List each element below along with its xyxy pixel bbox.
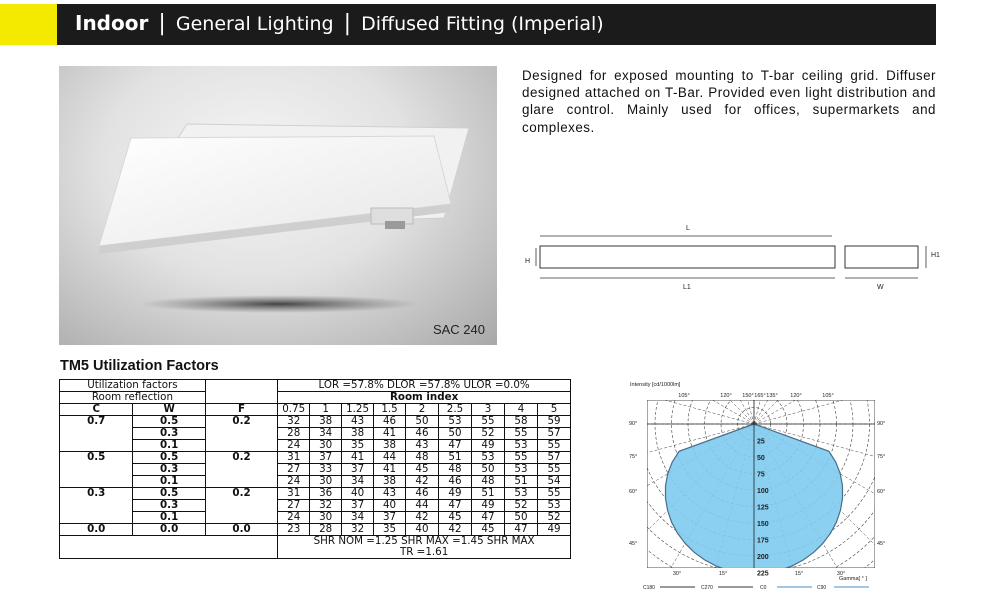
cell-value: 49 bbox=[471, 500, 504, 512]
legend-label: C90 bbox=[817, 585, 826, 591]
cell-value: 49 bbox=[438, 488, 471, 500]
table-row bbox=[60, 524, 571, 536]
cell-value: 45 bbox=[405, 464, 438, 476]
cell-value: 24 bbox=[278, 440, 310, 452]
ring-label: 100 bbox=[757, 488, 769, 495]
util-factors-label: Utilization factors bbox=[60, 380, 206, 392]
cell-value: 33 bbox=[310, 464, 342, 476]
cell-value: 47 bbox=[504, 524, 537, 536]
dim-label-h: H bbox=[525, 258, 530, 265]
header-accent bbox=[0, 4, 57, 45]
cell-value: 36 bbox=[310, 488, 342, 500]
room-index-header: 4 bbox=[504, 404, 537, 416]
room-index-header: 3 bbox=[471, 404, 504, 416]
ring-label: 50 bbox=[757, 455, 765, 462]
cell-value: 47 bbox=[438, 500, 471, 512]
cell-value: 47 bbox=[471, 512, 504, 524]
top-angle-label: 105° bbox=[822, 393, 833, 399]
cell-value: 41 bbox=[374, 464, 406, 476]
room-index-header: 1 bbox=[310, 404, 342, 416]
product-description: Designed for exposed mounting to T-bar ceiling grid. Diffuser designed attached on T-Bar. Provided even light distribution and glare control. Mainly used for offices, supermarkets and complexes. bbox=[522, 67, 936, 136]
cell-w: 0.5 bbox=[133, 416, 205, 428]
subcategory-title: General Lighting bbox=[176, 13, 334, 35]
cell-value: 52 bbox=[537, 512, 570, 524]
table-row bbox=[60, 452, 571, 464]
cell-value: 28 bbox=[310, 524, 342, 536]
col-c-header: C bbox=[60, 404, 133, 416]
cell-value: 37 bbox=[310, 452, 342, 464]
polar-intensity-diagram bbox=[627, 380, 882, 593]
cell-value: 55 bbox=[471, 416, 504, 428]
cell-c bbox=[60, 440, 133, 452]
cell-value: 41 bbox=[342, 452, 374, 464]
bottom-angle-label: 15° bbox=[795, 571, 803, 577]
lor-line: LOR =57.8% DLOR =57.8% ULOR =0.0% bbox=[278, 380, 571, 392]
cell-f bbox=[205, 464, 277, 476]
cell-value: 55 bbox=[504, 452, 537, 464]
side-angle-label: 60° bbox=[877, 489, 885, 495]
cell-value: 27 bbox=[278, 500, 310, 512]
cell-value: 51 bbox=[504, 476, 537, 488]
top-angle-label: 120° bbox=[790, 393, 801, 399]
ring-label: 150 bbox=[757, 521, 769, 528]
room-index-header: 2 bbox=[405, 404, 438, 416]
cell-c bbox=[60, 428, 133, 440]
table-header-row bbox=[60, 392, 571, 404]
cell-w: 0.3 bbox=[133, 464, 205, 476]
bottom-angle-label: 30° bbox=[673, 571, 681, 577]
cell-f bbox=[205, 512, 277, 524]
table-row bbox=[60, 416, 571, 428]
cell-w: 0.5 bbox=[133, 488, 205, 500]
cell-c bbox=[60, 476, 133, 488]
table-footer-row bbox=[60, 536, 571, 548]
cell-w: 0.3 bbox=[133, 500, 205, 512]
legend-label: C180 bbox=[643, 585, 655, 591]
side-angle-label: 75° bbox=[877, 454, 885, 460]
tm5-title: TM5 Utilization Factors bbox=[60, 358, 219, 374]
cell-value: 42 bbox=[438, 524, 471, 536]
legend-label: C0 bbox=[760, 585, 767, 591]
cell-value: 35 bbox=[374, 524, 406, 536]
cell-value: 30 bbox=[310, 476, 342, 488]
cell-value: 30 bbox=[310, 440, 342, 452]
dim-label-w: W bbox=[877, 284, 884, 291]
cell-w: 0.1 bbox=[133, 512, 205, 524]
cell-value: 37 bbox=[342, 500, 374, 512]
cell-value: 37 bbox=[342, 464, 374, 476]
cell-value: 54 bbox=[537, 476, 570, 488]
cell-c bbox=[60, 512, 133, 524]
title-separator: | bbox=[158, 11, 165, 36]
bottom-angle-label: 15° bbox=[719, 571, 727, 577]
cell-value: 50 bbox=[471, 464, 504, 476]
cell-value: 32 bbox=[278, 416, 310, 428]
cell-w: 0.1 bbox=[133, 476, 205, 488]
room-index-header: 1.25 bbox=[342, 404, 374, 416]
cell-value: 53 bbox=[438, 416, 471, 428]
dim-label-l1: L1 bbox=[683, 284, 691, 291]
cell-value: 57 bbox=[537, 452, 570, 464]
ring-label: 75 bbox=[757, 472, 765, 479]
room-index-header: 5 bbox=[537, 404, 570, 416]
cell-value: 40 bbox=[405, 524, 438, 536]
cell-value: 32 bbox=[342, 524, 374, 536]
cell-value: 48 bbox=[405, 452, 438, 464]
cell-value: 46 bbox=[438, 476, 471, 488]
cell-f bbox=[205, 440, 277, 452]
col-f-header: F bbox=[205, 404, 277, 416]
top-angle-label: 150° bbox=[742, 393, 753, 399]
cell-c: 0.3 bbox=[60, 488, 133, 500]
cell-value: 49 bbox=[537, 524, 570, 536]
cell-value: 28 bbox=[278, 428, 310, 440]
table-header-row bbox=[60, 404, 571, 416]
cell-value: 50 bbox=[438, 428, 471, 440]
top-angle-label: 165° bbox=[754, 393, 765, 399]
cell-c bbox=[60, 500, 133, 512]
cell-value: 55 bbox=[537, 464, 570, 476]
dim-label-h1: H1 bbox=[931, 252, 940, 259]
cell-value: 45 bbox=[438, 512, 471, 524]
cell-value: 32 bbox=[310, 500, 342, 512]
cell-value: 57 bbox=[537, 428, 570, 440]
cell-value: 43 bbox=[405, 440, 438, 452]
polar-y-label: Intensity [cd/1000lm] bbox=[630, 382, 681, 388]
cell-value: 48 bbox=[438, 464, 471, 476]
cell-value: 52 bbox=[504, 500, 537, 512]
table-row bbox=[60, 428, 571, 440]
ring-label: 175 bbox=[757, 538, 769, 545]
cell-value: 31 bbox=[278, 488, 310, 500]
dim-label-l: L bbox=[686, 225, 690, 232]
model-label: SAC 240 bbox=[433, 322, 485, 337]
top-angle-label: 135° bbox=[766, 393, 777, 399]
ring-label: 125 bbox=[757, 505, 769, 512]
cell-f bbox=[205, 428, 277, 440]
category-title: Indoor bbox=[75, 11, 148, 35]
cell-f bbox=[205, 500, 277, 512]
cell-w: 0.0 bbox=[133, 524, 205, 536]
room-index-label: Room index bbox=[278, 392, 571, 404]
cell-value: 48 bbox=[471, 476, 504, 488]
cell-value: 37 bbox=[374, 512, 406, 524]
room-index-header: 0.75 bbox=[278, 404, 310, 416]
cell-value: 38 bbox=[374, 476, 406, 488]
cell-value: 24 bbox=[278, 512, 310, 524]
cell-value: 46 bbox=[405, 428, 438, 440]
table-row bbox=[60, 488, 571, 500]
cell-value: 23 bbox=[278, 524, 310, 536]
cell-value: 42 bbox=[405, 476, 438, 488]
cell-value: 38 bbox=[374, 440, 406, 452]
title-separator: | bbox=[344, 11, 351, 36]
cell-value: 34 bbox=[310, 428, 342, 440]
dimension-drawing bbox=[520, 215, 950, 295]
cell-f bbox=[205, 476, 277, 488]
cell-value: 55 bbox=[537, 488, 570, 500]
col-w-header: W bbox=[133, 404, 205, 416]
cell-f: 0.2 bbox=[205, 452, 277, 464]
cell-value: 30 bbox=[310, 512, 342, 524]
side-angle-label: 90° bbox=[629, 421, 637, 427]
table-row bbox=[60, 500, 571, 512]
cell-value: 35 bbox=[342, 440, 374, 452]
gamma-label: Gamma[ ° ] bbox=[839, 576, 867, 582]
tr-line: TR =1.61 bbox=[278, 547, 571, 559]
cell-c bbox=[60, 464, 133, 476]
room-index-header: 1.5 bbox=[374, 404, 406, 416]
table-row bbox=[60, 476, 571, 488]
side-angle-label: 45° bbox=[877, 541, 885, 547]
side-angle-label: 60° bbox=[629, 489, 637, 495]
cell-value: 53 bbox=[471, 452, 504, 464]
cell-c: 0.5 bbox=[60, 452, 133, 464]
bottom-angle-label: 30° bbox=[837, 571, 845, 577]
legend-label: C270 bbox=[701, 585, 713, 591]
cell-c: 0.7 bbox=[60, 416, 133, 428]
utilization-table bbox=[59, 379, 571, 559]
cell-value: 31 bbox=[278, 452, 310, 464]
cell-w: 0.3 bbox=[133, 428, 205, 440]
cell-value: 51 bbox=[438, 452, 471, 464]
cell-value: 53 bbox=[504, 488, 537, 500]
product-type-title: Diffused Fitting (Imperial) bbox=[361, 13, 604, 35]
cell-f: 0.2 bbox=[205, 488, 277, 500]
table-row bbox=[60, 464, 571, 476]
cell-value: 55 bbox=[537, 440, 570, 452]
cell-value: 44 bbox=[374, 452, 406, 464]
room-reflection-label: Room reflection bbox=[60, 392, 206, 404]
cell-value: 40 bbox=[342, 488, 374, 500]
product-photo bbox=[59, 66, 497, 345]
top-angle-label: 120° bbox=[720, 393, 731, 399]
cell-value: 43 bbox=[342, 416, 374, 428]
cell-value: 44 bbox=[405, 500, 438, 512]
cell-value: 52 bbox=[471, 428, 504, 440]
table-header-row bbox=[60, 380, 571, 392]
cell-w: 0.5 bbox=[133, 452, 205, 464]
cell-value: 50 bbox=[504, 512, 537, 524]
room-index-header: 2.5 bbox=[438, 404, 471, 416]
cell-value: 43 bbox=[374, 488, 406, 500]
cell-w: 0.1 bbox=[133, 440, 205, 452]
ring-label: 200 bbox=[757, 554, 769, 561]
cell-value: 58 bbox=[504, 416, 537, 428]
cell-value: 51 bbox=[471, 488, 504, 500]
cell-f: 0.0 bbox=[205, 524, 277, 536]
table-row bbox=[60, 440, 571, 452]
cell-value: 47 bbox=[438, 440, 471, 452]
page-title bbox=[75, 11, 604, 36]
cell-value: 46 bbox=[374, 416, 406, 428]
cell-value: 42 bbox=[405, 512, 438, 524]
cell-value: 24 bbox=[278, 476, 310, 488]
cell-value: 45 bbox=[471, 524, 504, 536]
cell-value: 40 bbox=[374, 500, 406, 512]
table-row bbox=[60, 512, 571, 524]
cell-value: 53 bbox=[504, 464, 537, 476]
ring-label: 225 bbox=[757, 571, 769, 578]
cell-value: 34 bbox=[342, 476, 374, 488]
cell-value: 46 bbox=[405, 488, 438, 500]
top-angle-label: 105° bbox=[678, 393, 689, 399]
ring-label: 25 bbox=[757, 439, 765, 446]
cell-value: 38 bbox=[342, 428, 374, 440]
cell-value: 27 bbox=[278, 464, 310, 476]
side-angle-label: 90° bbox=[877, 421, 885, 427]
cell-c: 0.0 bbox=[60, 524, 133, 536]
cell-value: 34 bbox=[342, 512, 374, 524]
side-angle-label: 75° bbox=[629, 454, 637, 460]
cell-value: 59 bbox=[537, 416, 570, 428]
cell-value: 55 bbox=[504, 428, 537, 440]
side-angle-label: 45° bbox=[629, 541, 637, 547]
cell-value: 41 bbox=[374, 428, 406, 440]
shr-line: SHR NOM =1.25 SHR MAX =1.45 SHR MAX bbox=[278, 536, 571, 548]
cell-value: 53 bbox=[537, 500, 570, 512]
cell-f: 0.2 bbox=[205, 416, 277, 428]
cell-value: 53 bbox=[504, 440, 537, 452]
cell-value: 49 bbox=[471, 440, 504, 452]
cell-value: 38 bbox=[310, 416, 342, 428]
luminaire-illustration bbox=[59, 66, 497, 345]
cell-value: 50 bbox=[405, 416, 438, 428]
